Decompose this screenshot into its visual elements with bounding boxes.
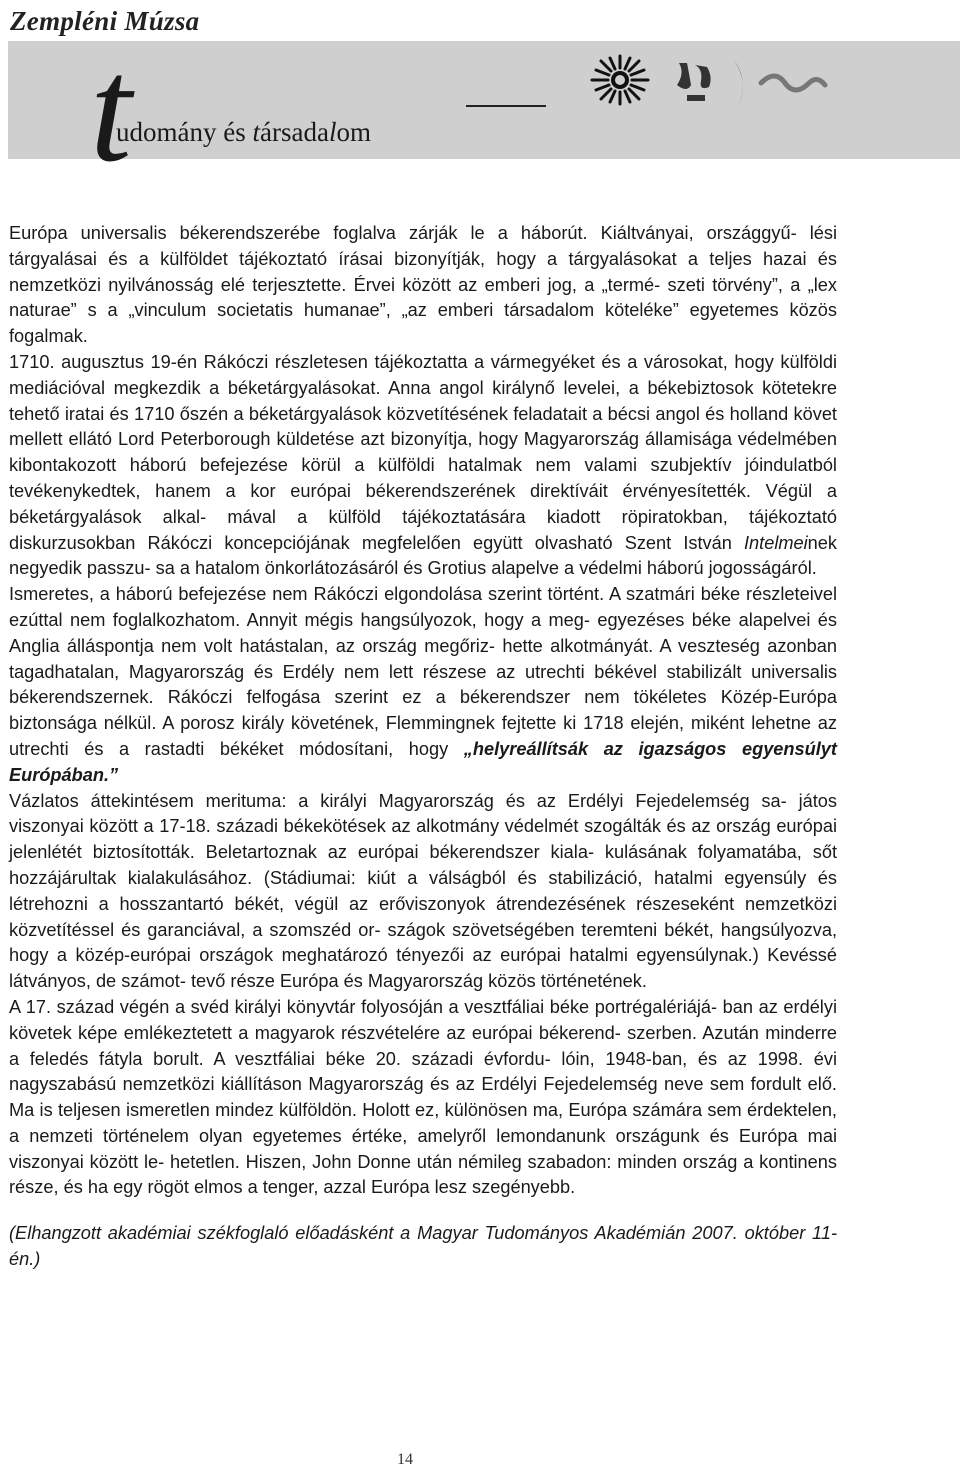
paragraph-5: A 17. század végén a svéd királyi könyvtár folyosóján a vesztfáliai béke portrégalériájá- ban az erdélyi követek képe emlékeztetett a magyarok részvételére az európai békerend- szerben. Azután minderre a feledés fátyla borult. A vesztfáliai béke 20. századi évfordu- lóin, 1948-ban, és az 1998. évi nagyszabású nemzetközi kiállításon Magyarország és az Erdélyi Fejedelemség neve sem fordult elő. Ma is teljesen ismeretlen mindez külföldön. Holott ez, különösen ma, Európa számára sem érdektelen, a nemzeti történelem olyan egyetemes értéke, amelyről lemondanunk országunk és Európa mai viszonyai között le- hetetlen. Hiszen, John Donne után némileg szabadon: minden ország a kontinens része, és ha egy rögöt elmos a tenger, azzal Európa lesz szegényebb.	[9, 996, 837, 1198]
paragraph-2: 1710. augusztus 19-én Rákóczi részletesen tájékoztatta a vármegyéket és a városokat, hogy külföldi mediációval megkezdik a béketárgyalásokat. Anna angol királynő levelei, a békebiztosok kötetekre tehető iratai és 1710 őszén a béketárgyalások közvetítésének feladatait a bécsi angol és holland követ mellett ellátó Lord Peterborough küldetése azt bizonyítja, hogy Magyarország államisága védelmében kibontakozott háború befejezése körül a külföldi hatalmak nem valami szubjektív jóindulatból tevékenykedtek, hanem a kor európai békerendszerének direktíváit érvényesítették. Végül a béketárgyalások alkal- mával a külföld tájékoztatására kiadott röpiratokban, tájékoztató diskurzusokban Rákóczi koncepciójának megfelelően együtt olvasható Szent István Intelmeinek negyedik passzu- sa a hatalom önkorlátozásáról és Grotius alapelve a védelmi háború jogosságáról.	[9, 351, 838, 579]
quotation: „helyreállítsák az igazságos egyensúlyt Európában.”	[9, 738, 837, 785]
section-title: udomány és társadalom	[116, 117, 371, 147]
scroll-icon	[761, 76, 825, 90]
journal-title: Zempléni Múzsa	[10, 6, 200, 36]
figures-icon	[677, 63, 711, 101]
article-body	[9, 221, 837, 1273]
section-initial: t	[90, 27, 132, 193]
sunburst-icon	[592, 56, 648, 104]
paragraph-4: Vázlatos áttekintésem merituma: a királyi Magyarország és az Erdélyi Fejedelemség sa- játos viszonyai között a 17-18. századi békekötések az alkotmány védelmét szogálták és az ország európai jelenlétét biztosították. Beletartoznak az európai békerendszer kiala- kulásának folyamatába, sőt hozzájárultak kialakulásához. (Stádiumai: kiút a válságból és stabilizáció, hatalmi egyensúly és létrehozni a hosszantartó békét, végül az erőviszonyok átrendezésének részeseként nemzetközi közvetítéssel és garanciával, a szomszéd or- szágok szövetségében teremteni békét, hangsúlyozva, hogy a közép-európai országok meghatározó tényezői az európai hatalmi egyensúlynak.) Kevéssé látványos, de számot- tevő része Európa és Magyarország közös történetének.	[9, 790, 838, 992]
paragraph-1: Európa universalis békerendszerébe foglalva zárják le a háborút. Kiáltványai, országgyű- lési tárgyalásai és a külföldet tájékoztató írásai bizonyítják, hogy a tárgyalásokat a teljes hazai és nemzetközi nyilvánosság elé terjesztette. Érvei között az emberi jog, a „termé- szeti törvény”, a „lex naturae” s a „vinculum societatis humanae”, „az emberi társadalom köteléke” egyetemes közös fogalmak.	[9, 223, 837, 347]
page-number: 14	[397, 1451, 413, 1468]
footnote: (Elhangzott akadémiai székfoglaló előadásként a Magyar Tudományos Akadémián 2007. október 11-én.)	[9, 1223, 837, 1270]
paragraph-3: Ismeretes, a háború befejezése nem Rákóczi elgondolása szerint történt. A szatmári béke részleteivel ezúttal nem foglalkozhatom. Annyit mégis hangsúlyozok, hogy a meg- egyezéses béke alapelvei és Anglia álláspontja nem volt hatástalan, az ország megőriz- hette alkotmányát. A veszteség azonban tagadhatalan, Magyarország és Erdély nem lett részese az utrechti békével stabilizált universalis békerendszernek. Rákóczi felfogása szerint ez a békerendszer nem tökéletes Közép-Európa biztonsága nélkül. A porosz király követének, Flemmingnek fejtette ki 1718 elején, miként lehetne az utrechti és a rastadti békéket módosítani, hogy „helyreállítsák az igazságos egyensúlyt Európában.”	[9, 584, 837, 785]
banner-rule	[466, 105, 546, 107]
decorative-ornament-icon	[583, 49, 843, 109]
section-banner	[8, 27, 960, 193]
quill-icon	[733, 59, 743, 105]
